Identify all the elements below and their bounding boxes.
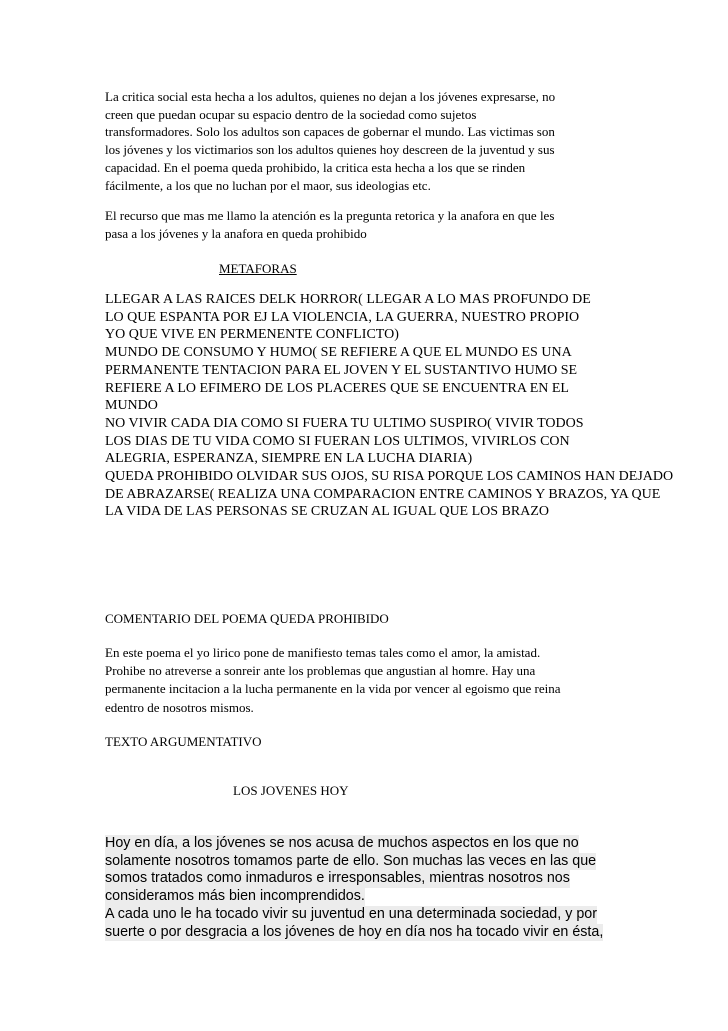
text-line: NO VIVIR CADA DIA COMO SI FUERA TU ULTIMO SUSPIRO( VIVIR TODOS [105,415,584,431]
text-line: PERMANENTE TENTACION PARA EL JOVEN Y EL SUSTANTIVO HUMO SE [105,362,578,378]
text-line: Hoy en día, a los jóvenes se nos acusa de muchos aspectos en los que no [105,835,579,851]
metaforas-list [105,291,673,521]
text-line: consideramos más bien incomprendidos. [105,888,365,905]
text-line: permanente incitacion a la lucha permanente en la vida por vencer al egoismo que reina [105,681,561,697]
text-line: El recurso que mas me llamo la atención es la pregunta retorica y la anafora en que les [105,208,555,223]
text-line: QUEDA PROHIBIDO OLVIDAR SUS OJOS, SU RISA PORQUE LOS CAMINOS HAN DEJADO [105,469,674,485]
text-line: fácilmente, a los que no luchan por el maor, sus ideologias etc. [105,177,431,193]
text-line: REFIERE A LO EFIMERO DE LOS PLACERES QUE SE ENCUENTRA EN EL [105,380,569,396]
text-line: creen que puedan ocupar su espacio dentro de la sociedad como sujetos [105,106,477,122]
text-line: ALEGRIA, ESPERANZA, SIEMPRE EN LA LUCHA DIARIA) [105,451,473,467]
texto-argumentativo-heading: TEXTO ARGUMENTATIVO [105,734,262,749]
text-line: LO QUE ESPANTA POR EJ LA VIOLENCIA, LA GUERRA, NUESTRO PROPIO [105,309,580,325]
text-line: capacidad. En el poema queda prohibido, la critica esta hecha a los que se rinden [105,159,526,175]
text-line: LOS DIAS DE TU VIDA COMO SI FUERAN LOS ULTIMOS, VIVIRLOS CON [105,433,570,449]
argumentative-text [105,835,603,941]
recurso-paragraph [105,207,554,242]
text-line: LA VIDA DE LAS PERSONAS SE CRUZAN AL IGUAL QUE LOS BRAZO [105,504,550,520]
text-line: suerte o por desgracia a los jóvenes de hoy en día nos ha tocado vivir en ésta, [105,923,604,940]
text-line: pasa a los jóvenes y la anafora en queda prohibido [105,225,367,241]
text-line: Prohibe no atreverse a sonreir ante los problemas que angustian al homre. Hay una [105,663,536,679]
text-line: YO QUE VIVE EN PERMENENTE CONFLICTO) [105,327,399,343]
text-line: solamente nosotros tomamos parte de ello. Son muchas las veces en las que [105,852,597,869]
metaforas-heading: METAFORAS [219,261,297,276]
text-line: La critica social esta hecha a los adultos, quienes no dejan a los jóvenes expresarse, no [105,89,556,104]
text-line: edentro de nosotros mismos. [105,699,254,715]
text-line: MUNDO DE CONSUMO Y HUMO( SE REFIERE A QUE EL MUNDO ES UNA [105,345,572,361]
comentario-heading: COMENTARIO DEL POEMA QUEDA PROHIBIDO [105,611,389,626]
text-line: somos tratados como inmaduros e irresponsables, mientras nosotros nos [105,870,570,887]
text-line: MUNDO [105,398,158,414]
text-line: A cada uno le ha tocado vivir su juventud en una determinada sociedad, y por [105,905,597,922]
text-line: DE ABRAZARSE( REALIZA UNA COMPARACION ENTRE CAMINOS Y BRAZOS, YA QUE [105,486,661,502]
comentario-paragraph [105,644,561,717]
critica-paragraph [105,88,555,194]
text-line: LLEGAR A LAS RAICES DELK HORROR( LLEGAR A LO MAS PROFUNDO DE [105,292,591,307]
text-line: transformadores. Solo los adultos son capaces de gobernar el mundo. Las victimas son [105,124,555,140]
text-line: los jóvenes y los victimarios son los adultos quienes hoy descreen de la juventud y sus [105,142,555,158]
text-line: En este poema el yo lirico pone de manifiesto temas tales como el amor, la amistad. [105,645,541,660]
jovenes-hoy-heading: LOS JOVENES HOY [233,783,349,798]
